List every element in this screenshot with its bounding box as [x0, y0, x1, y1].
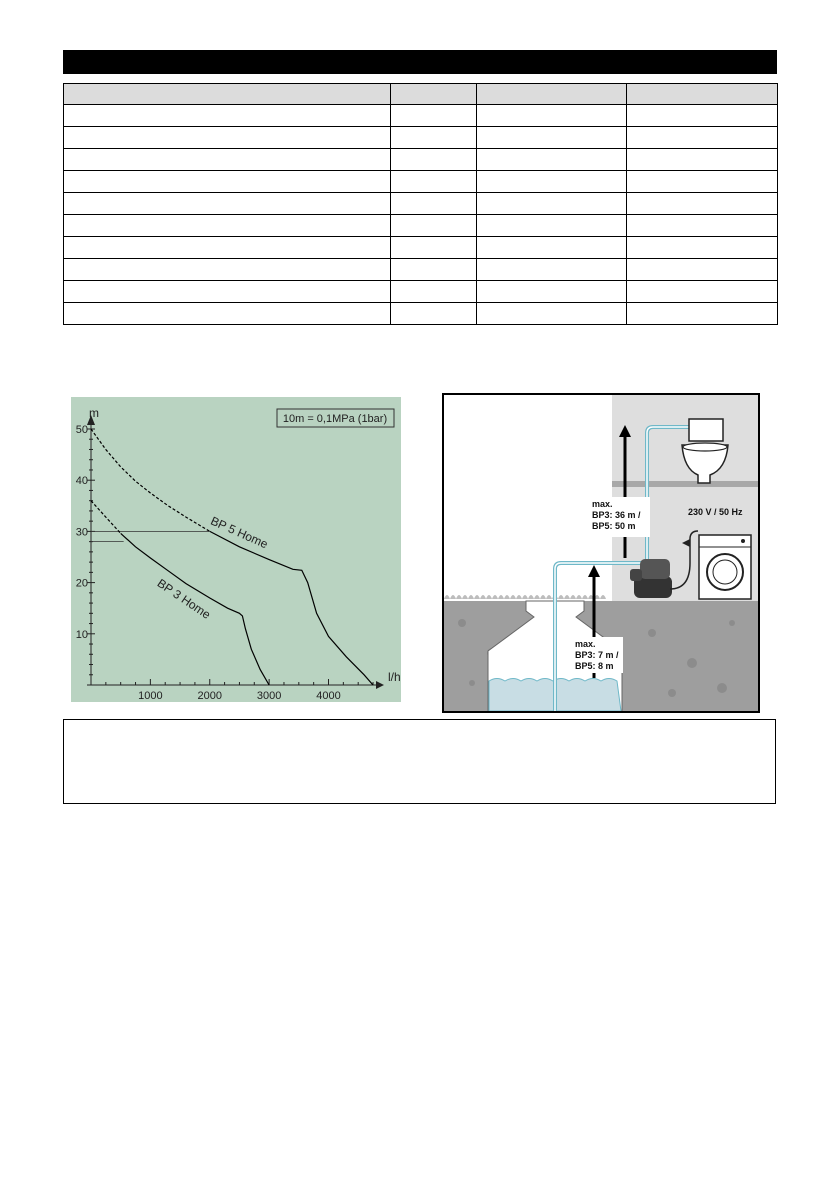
- x-tick-label: 1000: [138, 690, 163, 702]
- table-cell: [391, 171, 477, 193]
- series-line-dashed: [91, 501, 121, 534]
- table-cell: [477, 127, 627, 149]
- table-cell: [627, 193, 778, 215]
- pressure-label-line1: max.: [592, 499, 613, 509]
- table-cell: [627, 259, 778, 281]
- table-row: [64, 105, 778, 127]
- series-label: BP 3 Home: [154, 576, 214, 622]
- table-cell: [391, 215, 477, 237]
- chart-annotation: 10m = 0,1MPa (1bar): [282, 413, 388, 425]
- installation-diagram: [442, 393, 760, 713]
- y-tick-label: 50: [75, 424, 88, 436]
- x-axis-label: l/h: [388, 670, 401, 684]
- y-tick-label: 20: [75, 577, 88, 590]
- table-cell: [477, 105, 627, 127]
- table-cell: [391, 84, 477, 105]
- table-cell: [627, 149, 778, 171]
- table-cell: [627, 215, 778, 237]
- note-box: [63, 719, 776, 804]
- table-row: [64, 215, 778, 237]
- table-cell: [391, 237, 477, 259]
- table-cell: [477, 215, 627, 237]
- table-row: [64, 171, 778, 193]
- series-line-dashed: [91, 429, 210, 531]
- y-tick-label: 40: [75, 475, 88, 488]
- table-row: [64, 149, 778, 171]
- pump-performance-chart: [71, 397, 401, 702]
- installation-svg: [442, 393, 760, 713]
- table-row: [64, 127, 778, 149]
- table-cell: [391, 127, 477, 149]
- series-line: [210, 531, 373, 685]
- table-cell: [477, 171, 627, 193]
- table-cell: [477, 84, 627, 105]
- table-cell: [627, 281, 778, 303]
- table-cell: [64, 237, 391, 259]
- section-header-bar: [63, 50, 777, 74]
- table-cell: [64, 303, 391, 325]
- table-cell: [477, 281, 627, 303]
- table-cell: [64, 105, 391, 127]
- table-cell: [64, 193, 391, 215]
- table-cell: [477, 259, 627, 281]
- table-row: [64, 281, 778, 303]
- suction-label-line1: max.: [575, 639, 596, 649]
- table-cell: [627, 303, 778, 325]
- table-cell: [391, 193, 477, 215]
- technical-data-table: [63, 83, 778, 325]
- table-cell: [64, 259, 391, 281]
- table-cell: [477, 193, 627, 215]
- pressure-label-line3: BP5: 50 m: [592, 521, 636, 531]
- table-cell: [627, 171, 778, 193]
- table-cell: [391, 303, 477, 325]
- y-tick-label: 30: [75, 526, 88, 539]
- x-axis-arrow: [376, 681, 384, 689]
- pressure-label-line2: BP3: 36 m /: [592, 510, 641, 520]
- washing-machine: [699, 535, 751, 599]
- table-cell: [627, 127, 778, 149]
- floor-slab: [612, 481, 758, 487]
- table-cell: [64, 281, 391, 303]
- suction-label-line3: BP5: 8 m: [575, 661, 614, 671]
- table-cell: [64, 127, 391, 149]
- table-cell: [391, 105, 477, 127]
- table-cell: [477, 237, 627, 259]
- x-tick-label: 2000: [197, 690, 222, 702]
- table-cell: [64, 215, 391, 237]
- chart-canvas: [71, 397, 401, 702]
- table-cell: [391, 259, 477, 281]
- table-row: [64, 303, 778, 325]
- table-header-row: [64, 84, 778, 105]
- series-label: BP 5 Home: [208, 513, 271, 552]
- y-tick-label: 10: [75, 628, 88, 641]
- table-cell: [477, 149, 627, 171]
- table-cell: [477, 303, 627, 325]
- table-cell: [627, 237, 778, 259]
- table-cell: [391, 281, 477, 303]
- table-cell: [627, 84, 778, 105]
- table-cell: [64, 171, 391, 193]
- x-tick-label: 4000: [316, 690, 341, 702]
- power-label: 230 V / 50 Hz: [688, 507, 743, 517]
- table-cell: [391, 149, 477, 171]
- y-axis-label: m: [89, 406, 99, 420]
- x-tick-label: 3000: [256, 690, 282, 702]
- table-cell: [64, 149, 391, 171]
- table-row: [64, 193, 778, 215]
- table-cell: [64, 84, 391, 105]
- table-row: [64, 237, 778, 259]
- table-row: [64, 259, 778, 281]
- table-cell: [627, 105, 778, 127]
- suction-label-line2: BP3: 7 m /: [575, 650, 619, 660]
